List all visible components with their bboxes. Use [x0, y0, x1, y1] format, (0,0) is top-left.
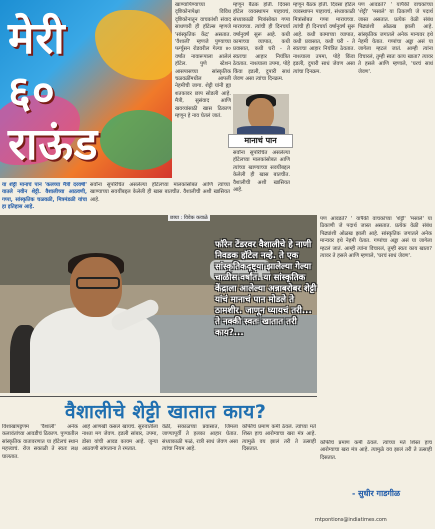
color-splash [100, 110, 172, 170]
byline-box: मानाचं पान [228, 134, 293, 148]
author-portrait [233, 94, 289, 134]
author-signature: - सुधीर गाडगीळ [352, 489, 401, 498]
color-splash [95, 10, 172, 80]
masthead-line-1: मेरी [8, 13, 66, 64]
text-column-mid-lower: सर्वांना सुपरिचित असलेल्या हॉटेलच्या मालकांसोबत आणि त्यांच्या खाण्याच्या सवयींबद्दल केलेली ही खास बातचीत. वैशालीची अशी खासियत आहे. [233, 150, 290, 194]
text-column-far-right: पण आवडते? ' यापैकी वाचकांच्या 'शेट्टी' 'मसाले' या ठिकाणी जे पदार्थ जास्त असतात. प्रत्येक वेळी संबंध पिढ्यांशी ओळख झाली आहे. सांस्कृतिक जगातले अनेक मान्यवर इथे नेहमी येतात. गप्पांचा अड्डा असं या जागेला म्हटलं जातं. आम्ही त्यांना विचारलं, तुम्ही स्वतः काय खाता? त्यावर ते हसले आणि म्हणाले, 'घरचं साधं जेवण'. [358, 2, 433, 75]
masthead [0, 0, 172, 178]
photo-credit: छाया : विवेक कवाळे [170, 215, 208, 221]
masthead-line-2: ६० [8, 67, 56, 118]
text-column-top-mid2: म्हणून बैठक होती. दिवसा हॉटेल व्यवस्थापन पाहायचं, संध्याकाळी मित्रांसोबत गप्पा मारायच्या. त्यांची ही दिनचर्या वर्षानुवर्षं सुरू आहे. कधी कामाच्या व्यापात, कधी प्रवासात, कधी घरी - ते स्वतःचा आहार नियंत्रित ठेवतात. नाश्त्याला उपमा, पोहे किंवा इडली, दुपारी साधं जेवण असा त्यांचा दिनक्रम. [233, 2, 290, 83]
intro-text: या शेट्टी मानाचं पान 'कलच्या मैत्री दरवर्षी' यातले नवीन शेट्टी. वैशालीच्या आठवणी, गप्पा, सांस्कृतिक चळवळी, मित्रमंडळी यांचा हा इतिहास आहे. [2, 182, 87, 211]
text-column-bottom-5: कॉफीचं प्रमाण कमी ठेवलं. त्यांच्या मते शिस्त हाच आरोग्याचा खरा मंत्र आहे. त्यामुळे वय झालं तरी ते उत्साही दिसतात. [320, 440, 432, 461]
pull-quote: फॉरेन टेंडरवर वैशालीचे हे नाणी निवडक हॉटेल नव्हे. ते एक सांस्कृतिकदृष्ट्या झालेल्या गेल्या चाळीस वर्षांत. या सांस्कृतिक केंद्राला आलेल्या अन्नाबरोबर शेट्टी यांचं मानाचं पान मोडले ते ठामशीर. जाणून घ्यायचं तरी... ते नक्की स्वतः खातात तरी काय?... [215, 240, 317, 338]
masthead-line-3: राऊंड [8, 119, 99, 170]
text-column-top-right: म्हणून बैठक होती. दिवसा हॉटेल व्यवस्थापन पाहायचं, संध्याकाळी मित्रांसोबत गप्पा मारायच्या. त्यांची ही दिनचर्या वर्षानुवर्षं सुरू आहे. कधी कामाच्या व्यापात, कधी प्रवासात, कधी घरी - ते स्वतःचा आहार नियंत्रित ठेवतात. नाश्त्याला उपमा, पोहे किंवा इडली, दुपारी साधं जेवण असा त्यांचा दिनक्रम. [293, 2, 355, 75]
text-column-bottom-2: आहे आणखी कसलं खायचं. सुरुवातीला नाश्ता मग जेवण. इडली सांबार, उपमा, डोसा यांची आवड कायम आहे. जुन्या आठवणी सांगताना ते रमतात. [82, 424, 158, 453]
text-column-bottom-4: कॉफीचं प्रमाण कमी ठेवलं. त्यांच्या मते शिस्त हाच आरोग्याचा खरा मंत्र आहे. त्यामुळे वय झालं तरी ते उत्साही दिसतात. [242, 424, 316, 453]
divider [0, 396, 317, 397]
intro-text-2: सर्वांना सुपरिचित असलेल्या हॉटेलच्या मालकांसोबत आणि त्यांच्या खाण्याच्या सवयींबद्दल केलेली ही खास बातचीत. वैशालीची अशी खासियत आहे. [90, 182, 230, 203]
author-email: mtpontions@indiatimes.com [315, 517, 387, 523]
text-column-top-mid: खाण्यापिण्याच्या दृष्टिकोनापेक्षा विविध दृष्टिकोनातून वाचकांशी संवाद साधणारी ही हॉटेल्स म्हणजे 'सांस्कृतिक केंद्र' असतात. 'वैशाली' म्हणजे पुण्याच्या फर्ग्युसन रोडवरील गेल्या ४० वर्षांत नावारूपाला आलेलं हॉटेल. पुणे स्टेशन आसपासच्या सांस्कृतिक चळवळींमधील आपली नेहमीची जागा. शेट्टी यांनी ह्या शतकावर छाप सोडली आहे. मैत्री, सुसंवाद आणि खवय्यांसाठी खास ठिकाण म्हणून हे नाव घेतलं जातं. [175, 2, 231, 120]
text-column-bottom-1: विशाखापट्टणम 'वैशाली' अनेक कलावंतांच्या आवडीचं ठिकाण. पुण्यातील सांस्कृतिक वातावरणात या हॉटेलचं स्थान महत्त्वाचं. रोज सकाळी ते स्वतः लक्ष घालतात. [2, 424, 78, 460]
headline: वैशालीचे शेट्टी खातात काय? [65, 401, 267, 423]
text-column-bottom-3: वेळी, सकाळच्या प्रवासात, जिमला जाण्यापूर्वी ते हलका आहार घेतात. संध्याकाळी फळं, रात्री साधं जेवण असा त्यांचा नियम आहे. [162, 424, 238, 453]
text-column-right-lower: पण आवडते? ' यापैकी वाचकांच्या 'शेट्टी' 'मसाले' या ठिकाणी जे पदार्थ जास्त असतात. प्रत्येक वेळी संबंध पिढ्यांशी ओळख झाली आहे. सांस्कृतिक जगातले अनेक मान्यवर इथे नेहमी येतात. गप्पांचा अड्डा असं या जागेला म्हटलं जातं. आम्ही त्यांना विचारलं, तुम्ही स्वतः काय खाता? त्यावर ते हसले आणि म्हणाले, 'घरचं साधं जेवण'. [320, 216, 432, 260]
